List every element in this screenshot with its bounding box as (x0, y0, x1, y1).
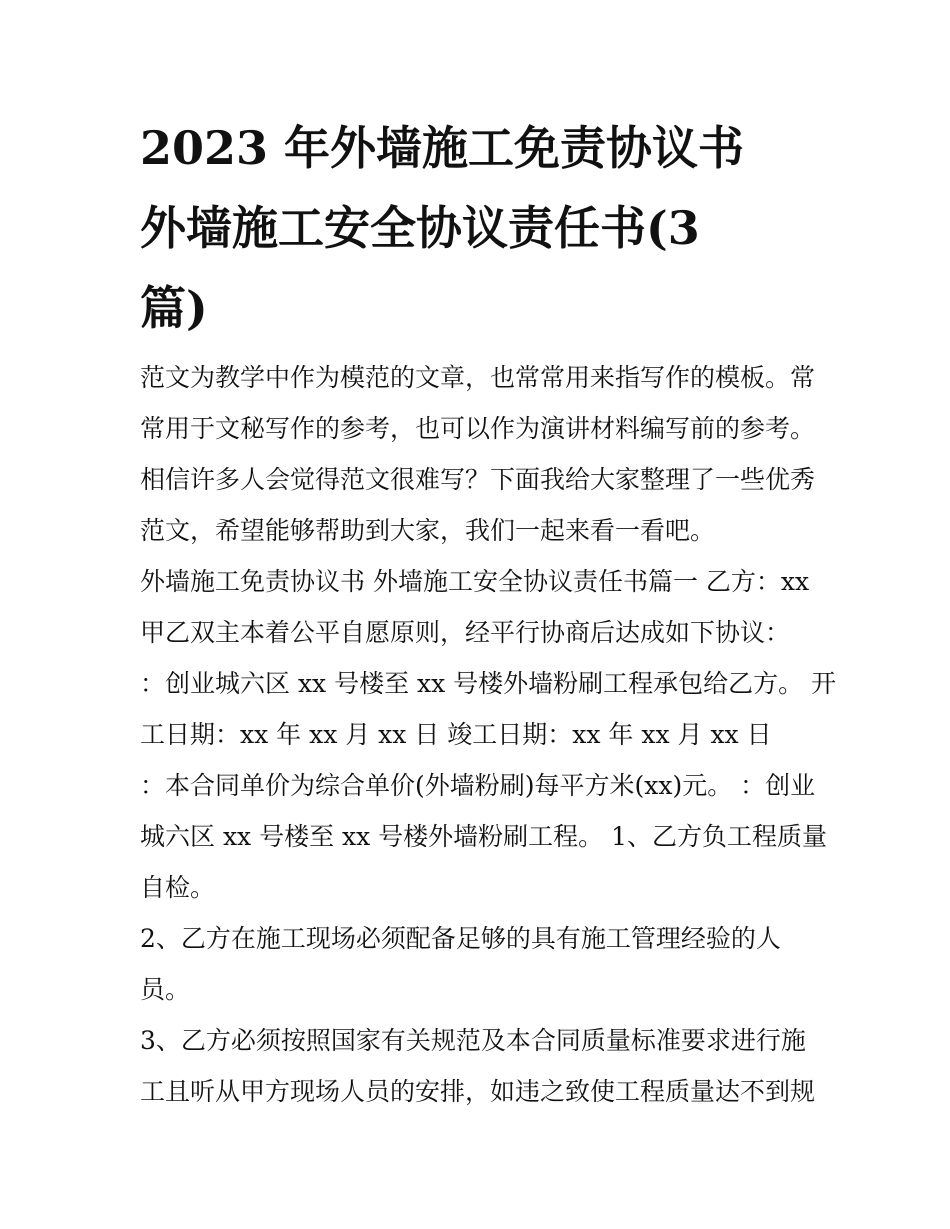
body-line: ：本合同单价为综合单价(外墙粉刷)每平方米(xx)元。 ：创业 (140, 771, 816, 800)
body-line: 自检。 (140, 873, 216, 902)
body-line: 城六区 xx 号楼至 xx 号楼外墙粉刷工程。 1、乙方负工程质量 (140, 822, 828, 851)
body-line: 员。 (140, 975, 191, 1004)
body-line: 范文为教学中作为模范的文章，也常常用来指写作的模板。常 (140, 363, 816, 392)
body-line: 2、乙方在施工现场必须配备足够的具有施工管理经验的人 (140, 924, 781, 953)
title-line-1: 2023 年外墙施工免责协议书 (140, 121, 745, 175)
body-line: 3、乙方必须按照国家有关规范及本合同质量标准要求进行施 (140, 1026, 806, 1055)
body-line: 甲乙双主本着公平自愿原则，经平行协商后达成如下协议： (140, 618, 791, 647)
document-body (140, 352, 837, 1117)
title-line-3: 篇) (140, 281, 208, 335)
body-line: 范文，希望能够帮助到大家，我们一起来看一看吧。 (140, 516, 716, 545)
body-line: 外墙施工免责协议书 外墙施工安全协议责任书篇一 乙方：xx (140, 567, 810, 596)
body-line: 常用于文秘写作的参考，也可以作为演讲材料编写前的参考。 (140, 414, 816, 443)
body-line: 工且听从甲方现场人员的安排，如违之致使工程质量达不到规 (140, 1077, 816, 1106)
body-line: 工日期：xx 年 xx 月 xx 日 竣工日期：xx 年 xx 月 xx 日 (140, 720, 772, 749)
body-line: ：创业城六区 xx 号楼至 xx 号楼外墙粉刷工程承包给乙方。 开 (140, 669, 837, 698)
document-title (140, 108, 820, 348)
title-line-2: 外墙施工安全协议责任书(3 (140, 201, 700, 255)
body-line: 相信许多人会觉得范文很难写？下面我给大家整理了一些优秀 (140, 465, 816, 494)
